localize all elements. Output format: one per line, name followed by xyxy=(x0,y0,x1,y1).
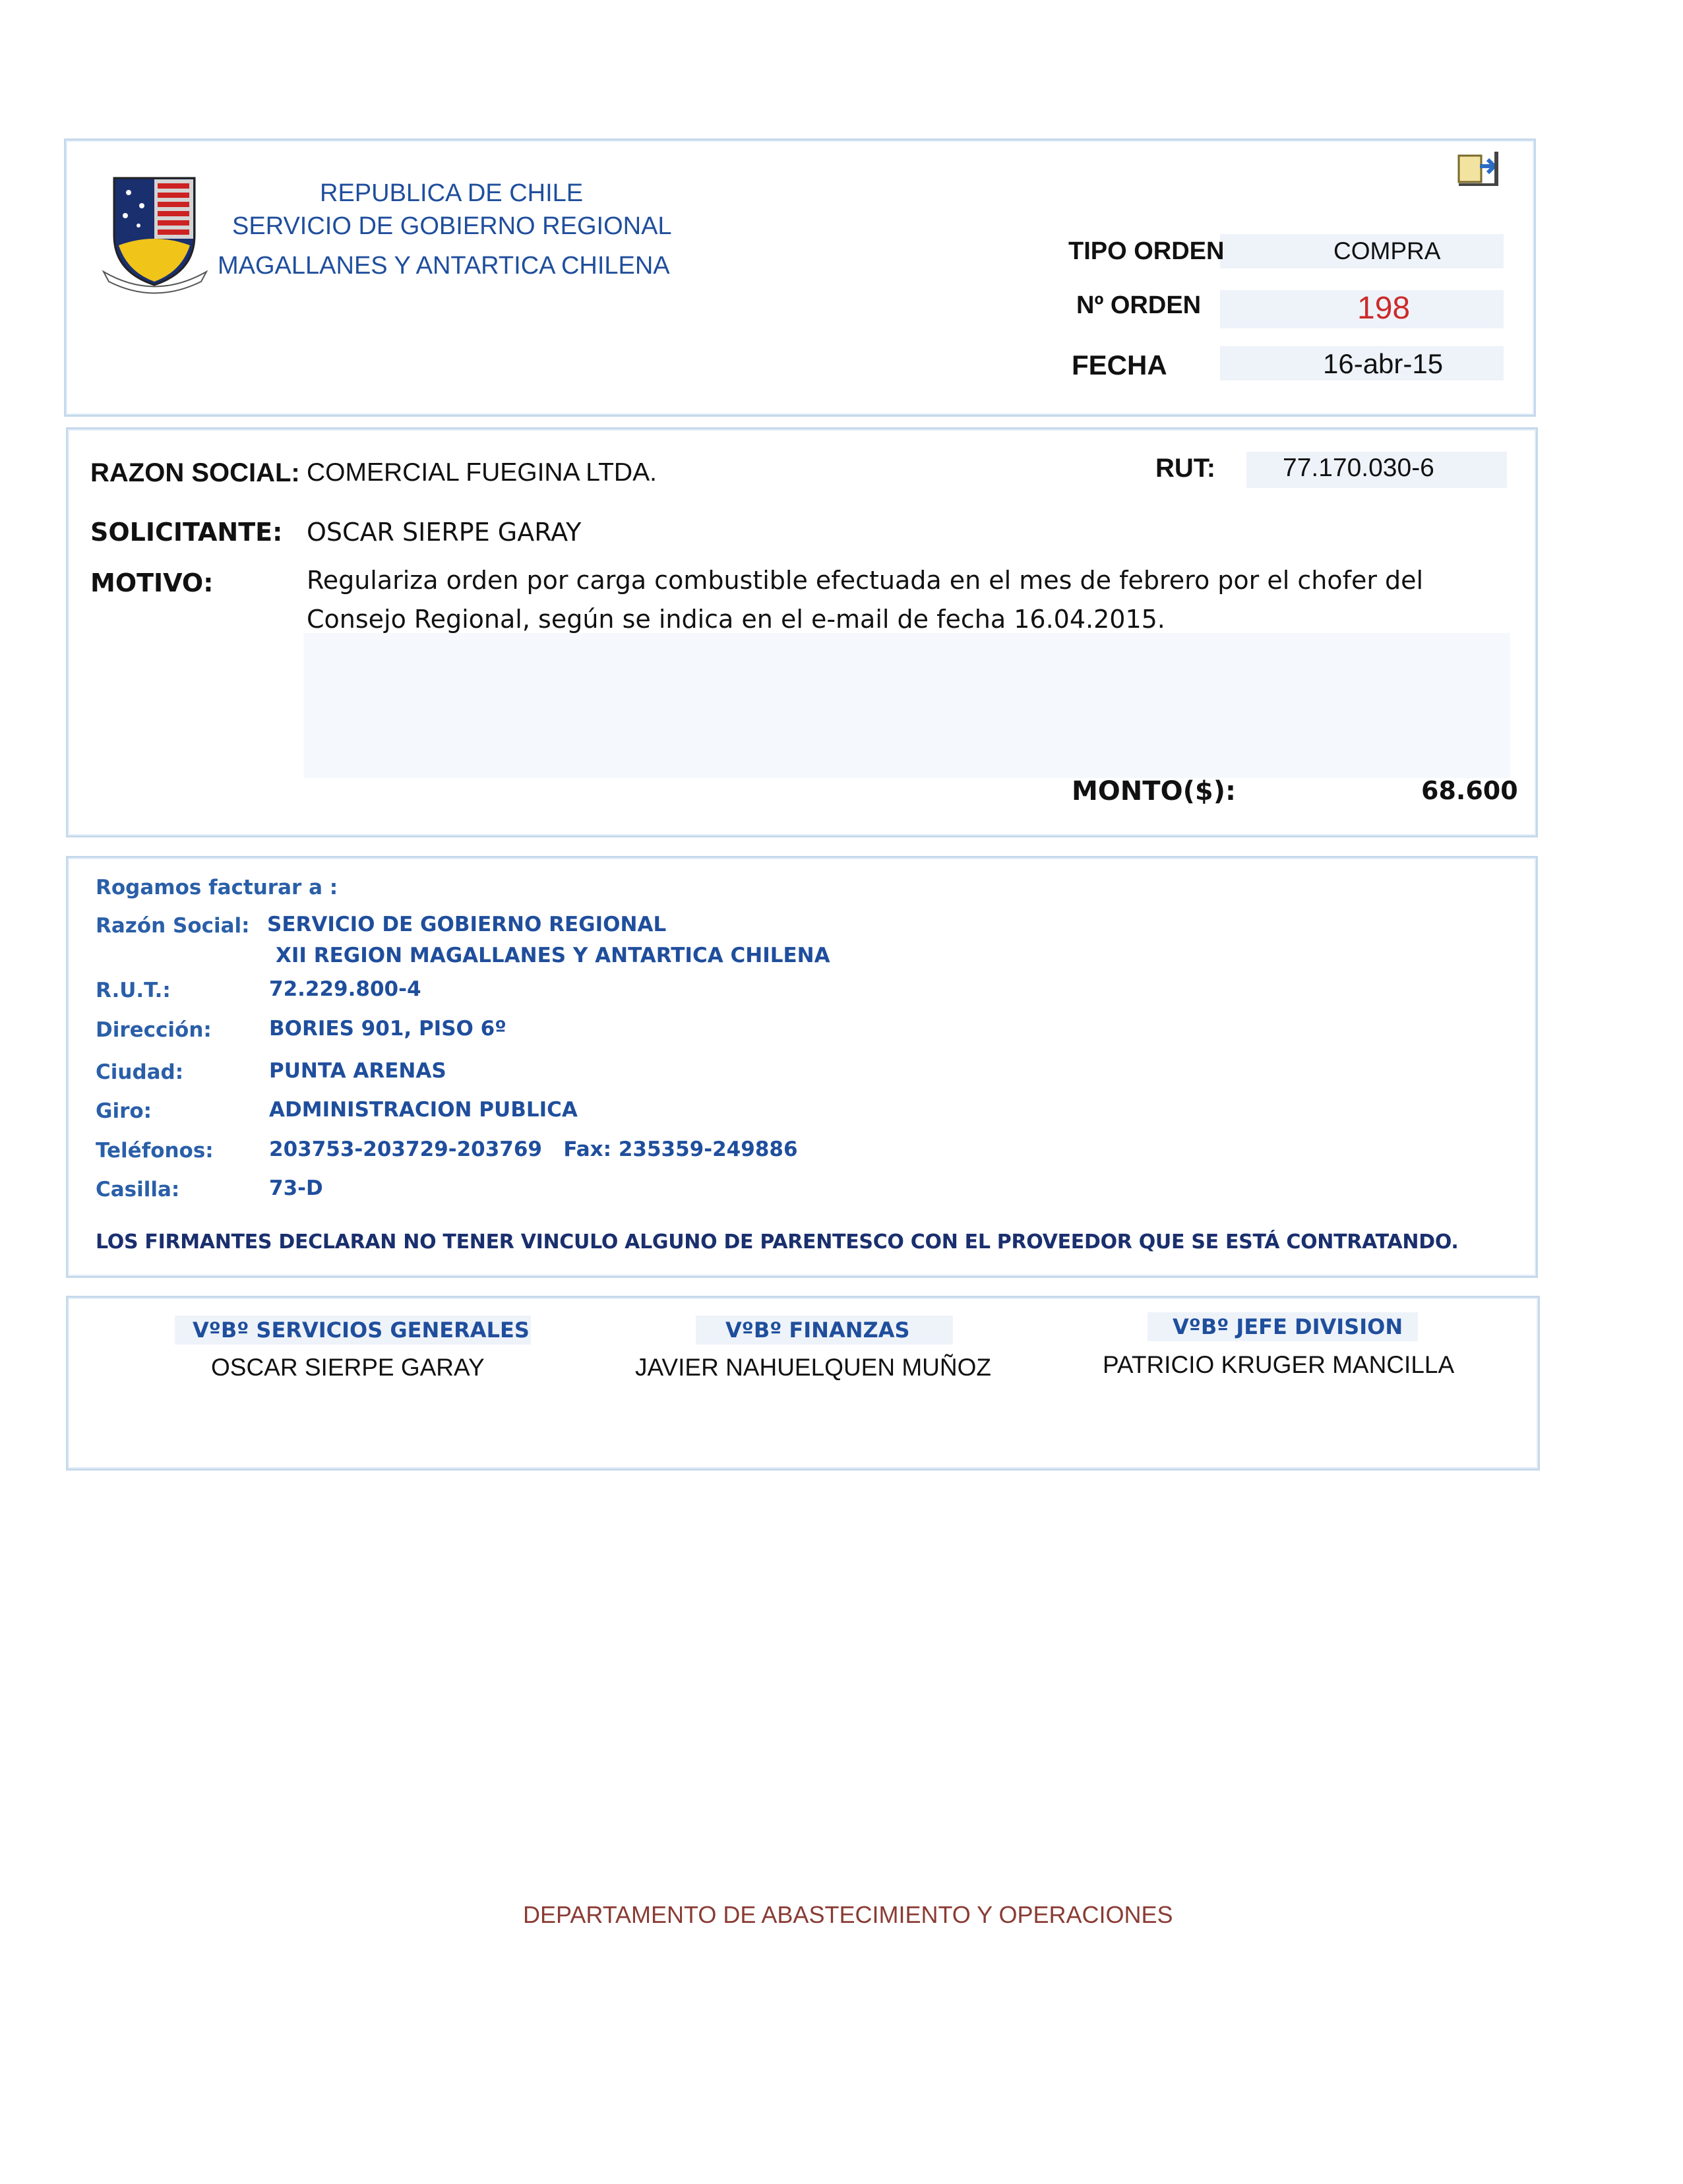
approval-name: OSCAR SIERPE GARAY xyxy=(211,1354,485,1381)
department-footer: DEPARTAMENTO DE ABASTECIMIENTO Y OPERACIONES xyxy=(523,1901,1173,1928)
solicitante-label: SOLICITANTE: xyxy=(90,518,283,547)
razon-social-label: RAZON SOCIAL: xyxy=(90,458,300,487)
billing-row-value: 73-D xyxy=(269,1176,323,1200)
billing-row-label: Giro: xyxy=(96,1099,152,1123)
approval-name: PATRICIO KRUGER MANCILLA xyxy=(1103,1351,1455,1378)
billing-row-value: 72.229.800-4 xyxy=(269,977,421,1001)
header-line-2: SERVICIO DE GOBIERNO REGIONAL xyxy=(232,212,672,240)
paste-link-icon[interactable] xyxy=(1456,146,1501,189)
numero-orden-label: Nº ORDEN xyxy=(1076,291,1202,319)
declaration-text: LOS FIRMANTES DECLARAN NO TENER VINCULO ALGUNO DE PARENTESCO CON EL PROVEEDOR QUE SE ESTÁ CONTRATANDO. xyxy=(96,1230,1459,1254)
billing-row-value: XII REGION MAGALLANES Y ANTARTICA CHILENA xyxy=(276,944,830,967)
billing-row-label: Dirección: xyxy=(96,1018,212,1042)
motivo-text-line-1: Regulariza orden por carga combustible efectuada en el mes de febrero por el chofer del xyxy=(307,566,1424,595)
billing-row-value: ADMINISTRACION PUBLICA xyxy=(269,1098,578,1122)
monto-label: MONTO($): xyxy=(1072,776,1236,806)
monto-value: 68.600 xyxy=(1421,776,1518,805)
razon-social-value: COMERCIAL FUEGINA LTDA. xyxy=(307,458,657,487)
tipo-orden-label: TIPO ORDEN xyxy=(1068,237,1225,265)
billing-row-value: PUNTA ARENAS xyxy=(269,1059,446,1083)
tipo-orden-value: COMPRA xyxy=(1333,237,1441,264)
motivo-label: MOTIVO: xyxy=(90,568,214,597)
billing-row-value: SERVICIO DE GOBIERNO REGIONAL xyxy=(267,913,667,936)
fecha-label: FECHA xyxy=(1072,349,1167,380)
billing-row-label: Teléfonos: xyxy=(96,1139,214,1163)
header-line-3: MAGALLANES Y ANTARTICA CHILENA xyxy=(218,252,670,280)
approval-title: VºBº JEFE DIVISION xyxy=(1173,1314,1403,1339)
billing-title: Rogamos facturar a : xyxy=(96,876,338,899)
regional-coat-of-arms-icon xyxy=(102,173,208,295)
numero-orden-value: 198 xyxy=(1357,291,1411,326)
approval-name: JAVIER NAHUELQUEN MUÑOZ xyxy=(635,1354,991,1381)
rut-value: 77.170.030-6 xyxy=(1283,454,1434,482)
rut-label: RUT: xyxy=(1155,454,1216,483)
solicitante-value: OSCAR SIERPE GARAY xyxy=(307,518,582,547)
header-line-1: REPUBLICA DE CHILE xyxy=(320,179,584,207)
approval-title: VºBº SERVICIOS GENERALES xyxy=(193,1318,530,1343)
motivo-area-shade xyxy=(303,633,1510,778)
billing-row-value: 203753-203729-203769 Fax: 235359-249886 xyxy=(269,1138,798,1161)
billing-row-label: Casilla: xyxy=(96,1178,180,1201)
billing-row-label: Ciudad: xyxy=(96,1060,184,1084)
billing-row-label: Razón Social: xyxy=(96,914,250,938)
billing-row-label: R.U.T.: xyxy=(96,979,171,1002)
fecha-value: 16-abr-15 xyxy=(1323,348,1444,379)
approval-title: VºBº FINANZAS xyxy=(725,1318,910,1343)
billing-row-value: BORIES 901, PISO 6º xyxy=(269,1017,506,1041)
motivo-text-line-2: Consejo Regional, según se indica en el e-mail de fecha 16.04.2015. xyxy=(307,605,1165,634)
